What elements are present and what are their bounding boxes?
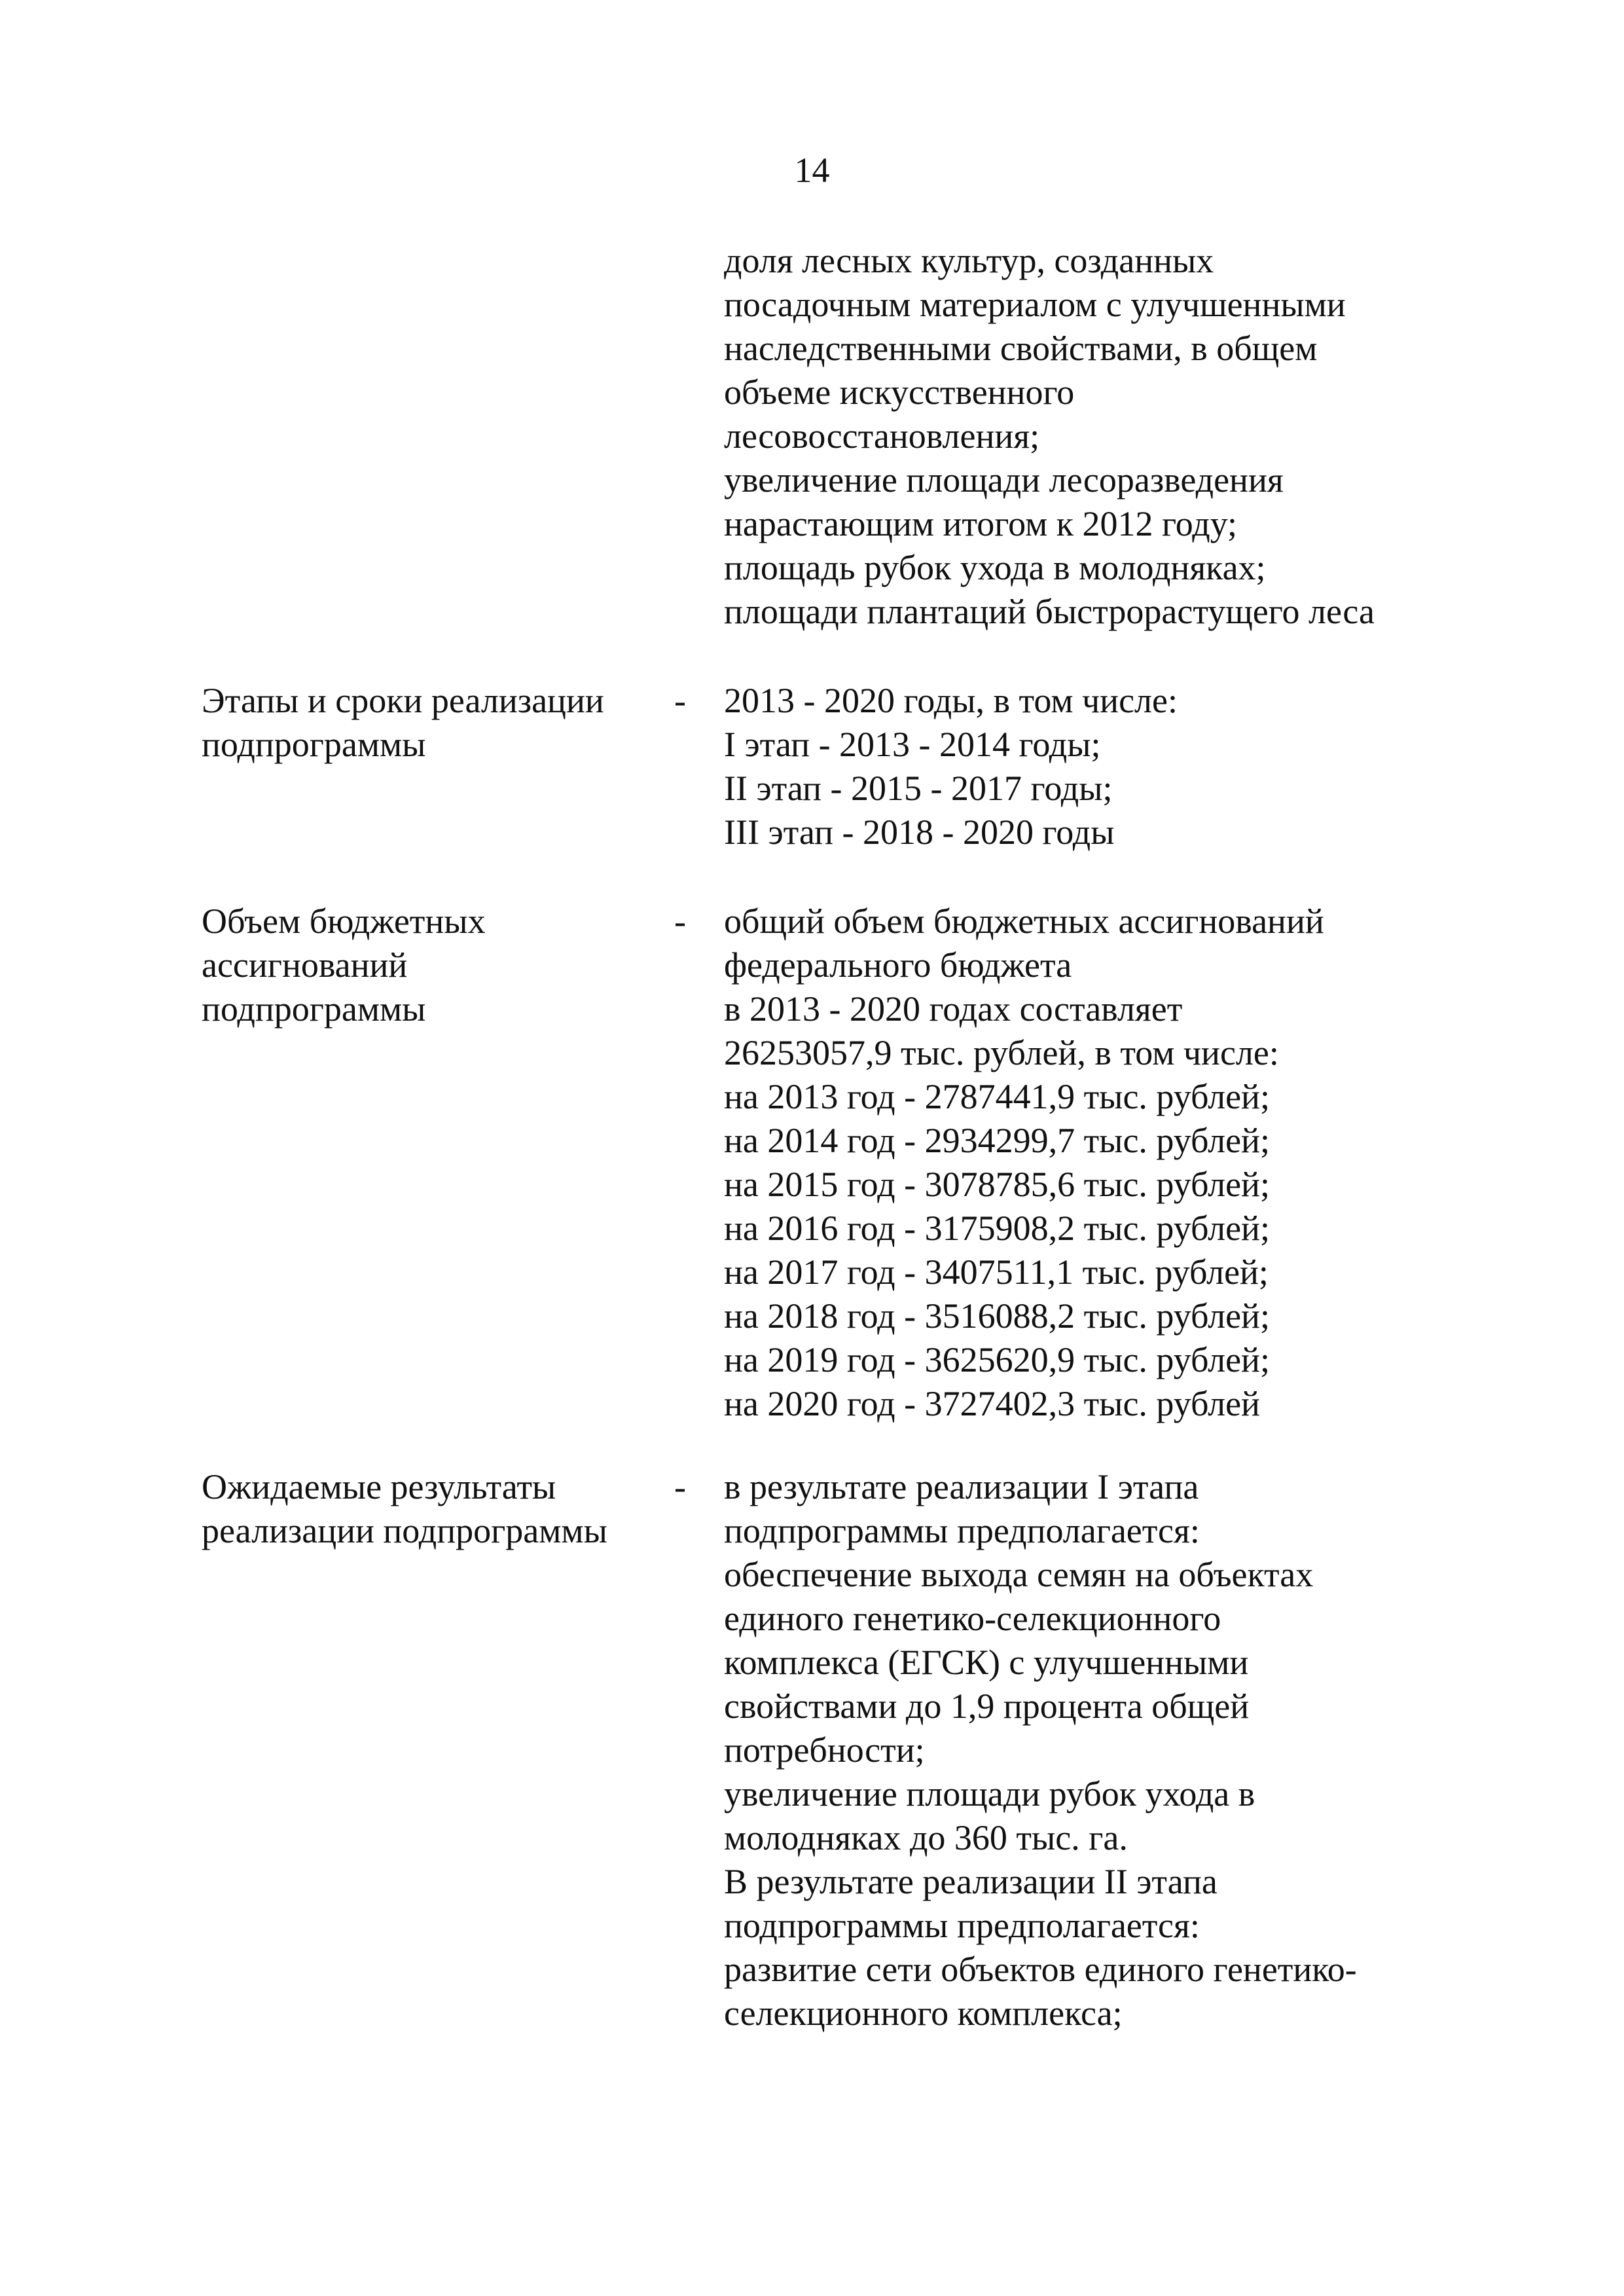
label-line: подпрограммы <box>202 989 426 1029</box>
value-line: подпрограммы предполагается: <box>724 1511 1200 1550</box>
value-line: 26253057,9 тыс. рублей, в том числе: <box>724 1033 1279 1072</box>
value-line: посадочным материалом с улучшенными <box>724 285 1346 324</box>
section-label <box>202 679 673 767</box>
value-line: единого генетико-селекционного <box>724 1599 1221 1638</box>
value-line: нарастающим итогом к 2012 году; <box>724 504 1238 543</box>
value-line: II этап - 2015 - 2017 годы; <box>724 769 1113 808</box>
value-line: на 2019 год - 3625620,9 тыс. рублей; <box>724 1340 1270 1379</box>
page-number: 14 <box>794 151 830 190</box>
value-line: подпрограммы предполагается: <box>724 1906 1200 1945</box>
value-line: В результате реализации II этапа <box>724 1862 1218 1901</box>
section-dash: - <box>674 681 686 720</box>
label-line: реализации подпрограммы <box>202 1511 607 1550</box>
value-line: на 2014 год - 2934299,7 тыс. рублей; <box>724 1121 1270 1160</box>
section-dash: - <box>674 902 686 941</box>
value-line: федерального бюджета <box>724 945 1072 985</box>
section-dash: - <box>674 1467 686 1506</box>
value-line: 2013 - 2020 годы, в том числе: <box>724 681 1178 720</box>
value-line: обеспечение выхода семян на объектах <box>724 1555 1314 1594</box>
value-line: молодняках до 360 тыс. га. <box>724 1818 1128 1857</box>
value-line: лесовосстановления; <box>724 416 1040 456</box>
value-line: в результате реализации I этапа <box>724 1467 1199 1506</box>
section-value <box>724 679 1457 854</box>
value-line: I этап - 2013 - 2014 годы; <box>724 725 1101 764</box>
value-line: на 2020 год - 3727402,3 тыс. рублей <box>724 1384 1260 1423</box>
label-line: ассигнований <box>202 945 408 985</box>
value-line: увеличение площади лесоразведения <box>724 460 1284 500</box>
value-line: общий объем бюджетных ассигнований <box>724 902 1324 941</box>
label-line: Объем бюджетных <box>202 902 486 941</box>
label-line: Этапы и сроки реализации <box>202 681 604 720</box>
section-value <box>724 1465 1457 2035</box>
value-line: III этап - 2018 - 2020 годы <box>724 812 1115 852</box>
label-line: подпрограммы <box>202 725 426 764</box>
value-line: площади плантаций быстрорастущего леса <box>724 592 1375 631</box>
value-line: увеличение площади рубок ухода в <box>724 1774 1255 1813</box>
value-line: комплекса (ЕГСК) с улучшенными <box>724 1643 1249 1682</box>
label-line: Ожидаемые результаты <box>202 1467 556 1506</box>
value-line: наследственными свойствами, в общем <box>724 329 1318 368</box>
section-value <box>724 900 1457 1426</box>
value-line: доля лесных культур, созданных <box>724 241 1214 280</box>
section-label <box>202 900 673 1031</box>
value-line: на 2013 год - 2787441,9 тыс. рублей; <box>724 1077 1270 1116</box>
value-line: развитие сети объектов единого генетико- <box>724 1950 1357 1989</box>
value-line: площадь рубок ухода в молодняках; <box>724 548 1266 587</box>
value-line: свойствами до 1,9 процента общей <box>724 1686 1250 1726</box>
value-line: на 2015 год - 3078785,6 тыс. рублей; <box>724 1165 1270 1204</box>
value-line: объеме искусственного <box>724 373 1075 412</box>
section-value <box>724 239 1457 634</box>
value-line: в 2013 - 2020 годах составляет <box>724 989 1183 1029</box>
value-line: селекционного комплекса; <box>724 1994 1123 2033</box>
section-label <box>202 1465 673 1553</box>
value-line: на 2017 год - 3407511,1 тыс. рублей; <box>724 1252 1269 1292</box>
value-line: на 2018 год - 3516088,2 тыс. рублей; <box>724 1296 1270 1336</box>
value-line: потребности; <box>724 1730 925 1770</box>
value-line: на 2016 год - 3175908,2 тыс. рублей; <box>724 1209 1270 1248</box>
